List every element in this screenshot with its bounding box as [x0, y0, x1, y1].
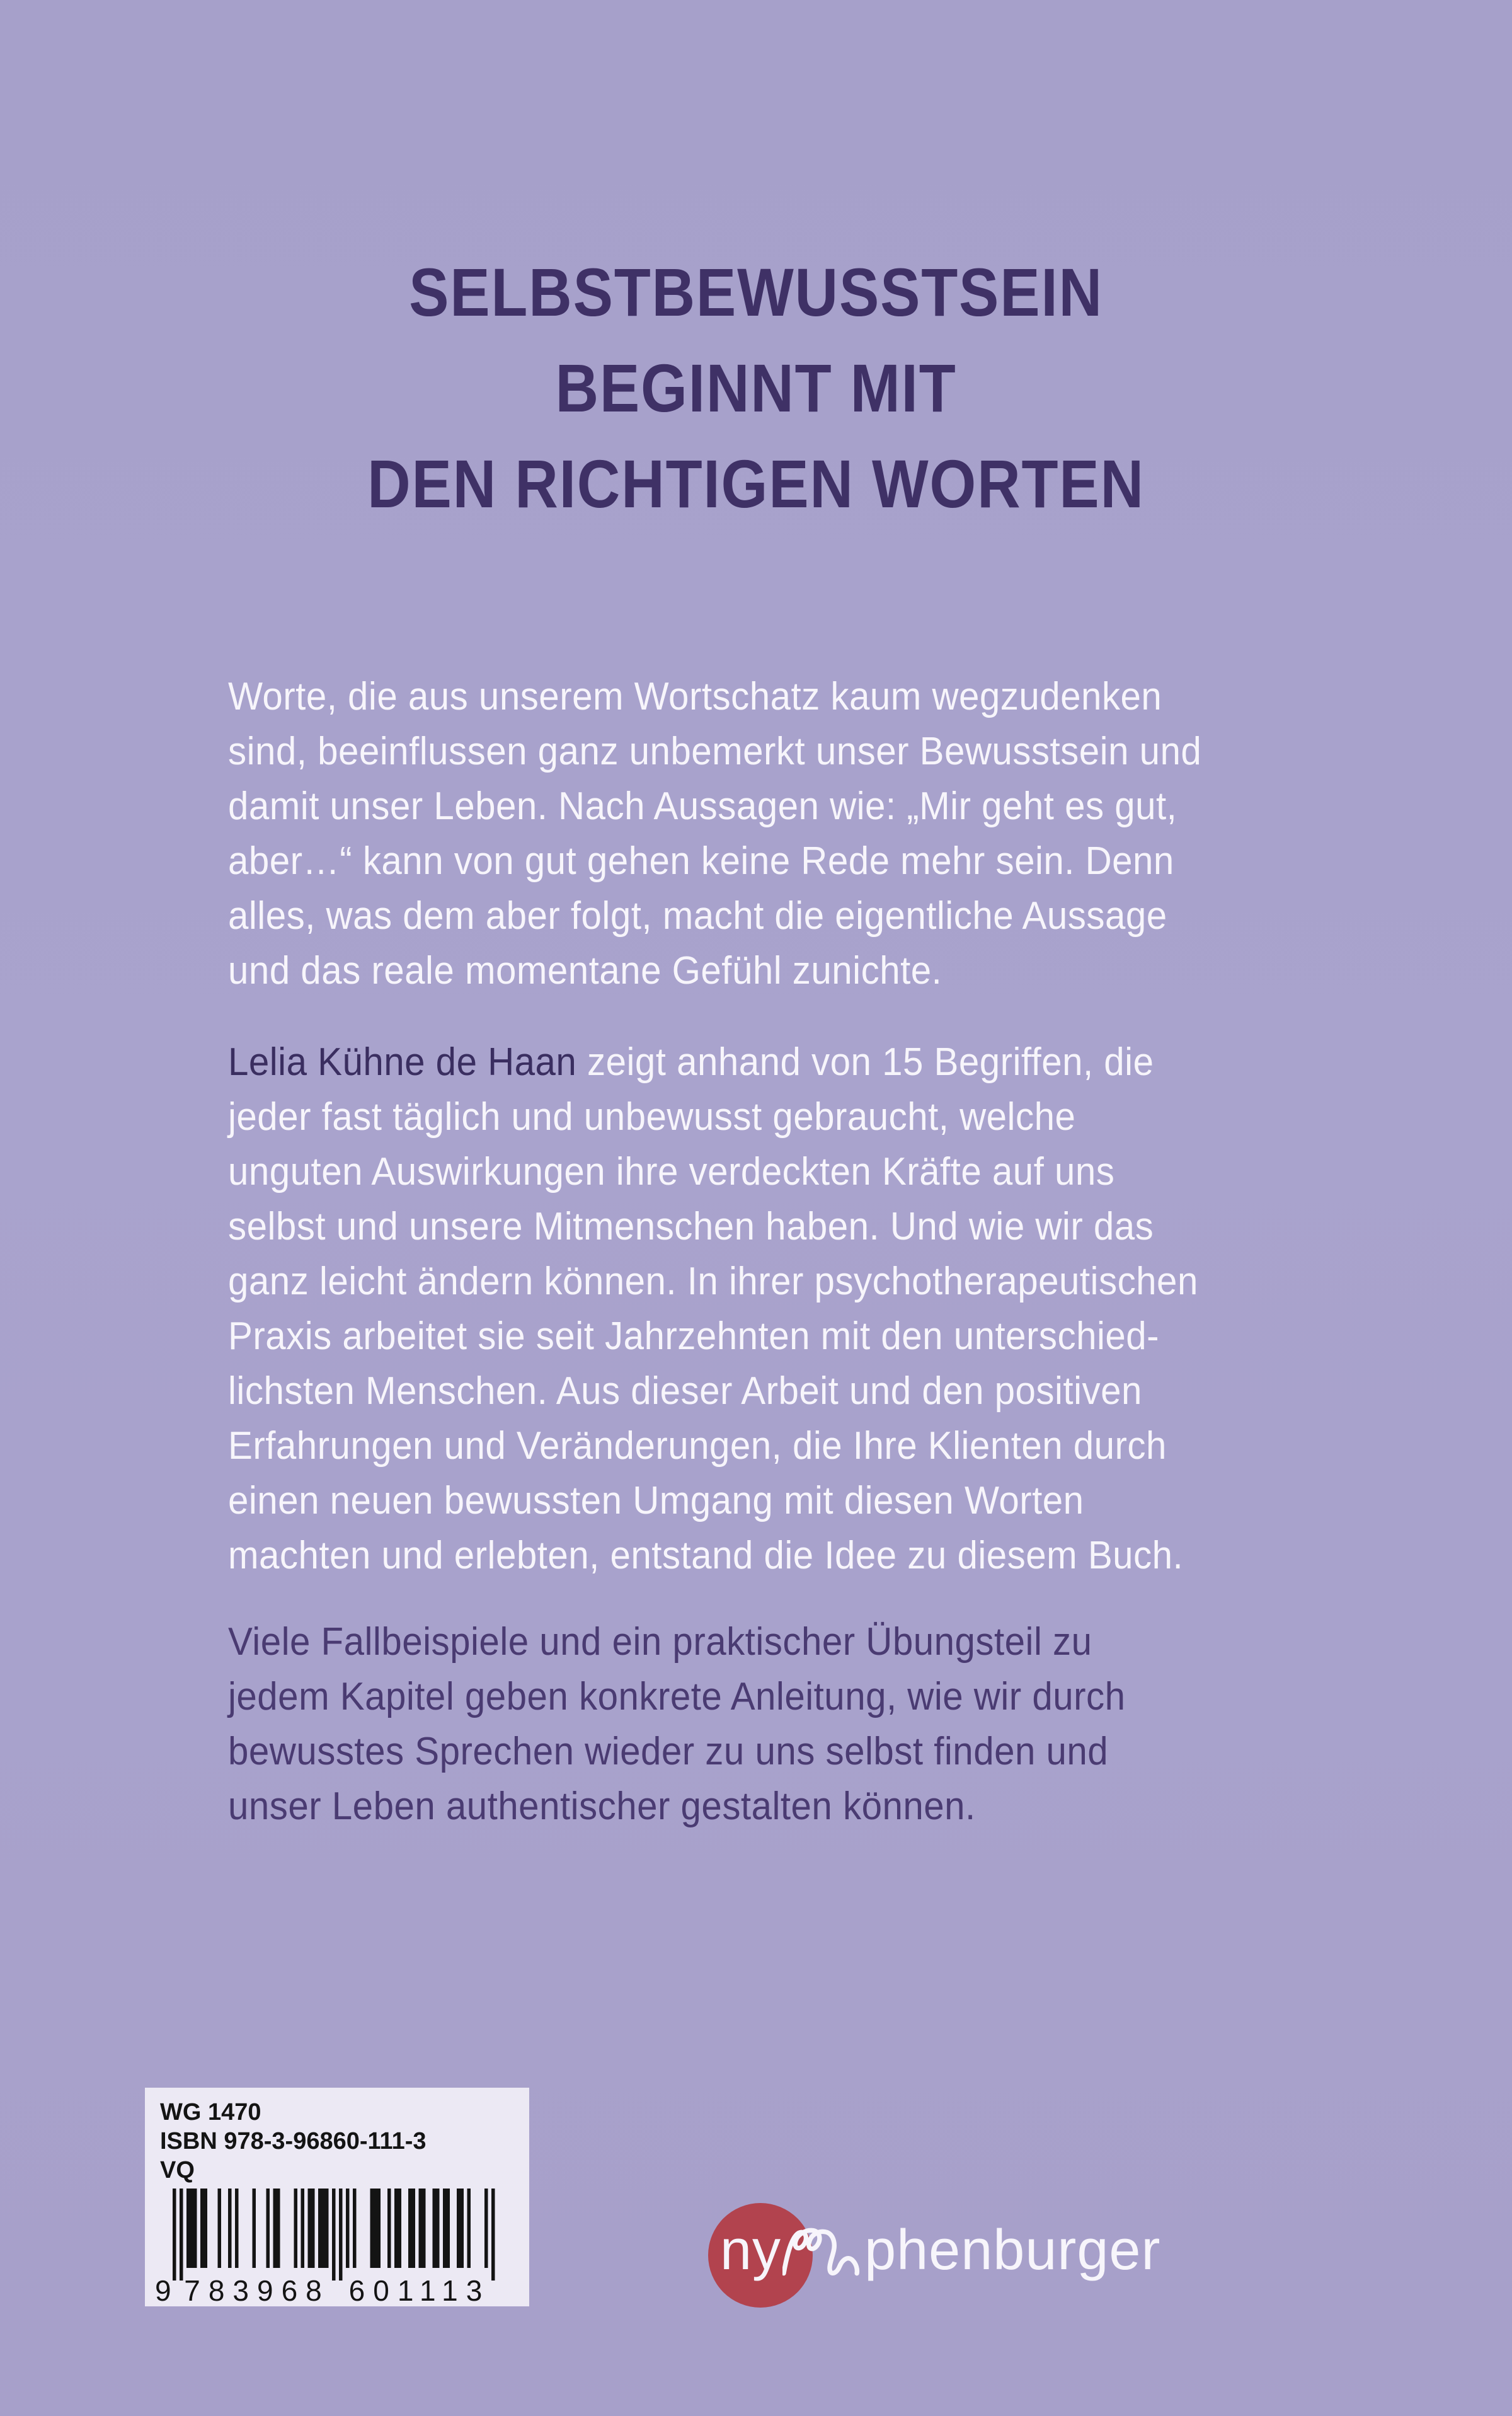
cover-headline: SELBSTBEWUSSTSEIN BEGINNT MIT DEN RICHTIGEN WORTEN — [367, 254, 1145, 522]
publisher-logo — [720, 2218, 1160, 2294]
paragraph-author-body: jeder fast täglich und unbewusst gebraucht, welche unguten Auswirkungen ihre verdeckten Kräfte auf uns selbst und unsere Mitmenschen haben. Und wie wir das ganz leicht ändern können. In ihrer psychotherapeutischen Praxis arbeitet sie seit Jahrzehnten mit den unterschied- lichsten Menschen. Aus dieser Arbeit und den positiven Erfahrungen und Veränderungen, die Ihre Klienten durch einen neuen bewussten Umgang mit diesen Worten machten und erlebten, entstand die Idee zu diesem Buch. — [228, 1095, 1198, 1577]
publisher-name-suffix: phenburger — [864, 2219, 1161, 2282]
svg-text:9: 9 — [155, 2274, 171, 2303]
author-name: Lelia Kühne de Haan — [228, 1040, 577, 1084]
barcode-box — [145, 2088, 529, 2306]
svg-text:601113: 601113 — [348, 2274, 491, 2303]
paragraph-outro: Viele Fallbeispiele und ein praktischer Übungsteil zu jedem Kapitel geben konkrete Anleitung, wie wir durch bewusstes Sprechen wieder zu uns selbst finden und unser Leben authentischer gestalten können. — [228, 1620, 1126, 1828]
vq-code: VQ — [160, 2157, 195, 2183]
paragraph-author-first-line-rest: zeigt anhand von 15 Begriffen, die — [576, 1040, 1154, 1084]
paragraph-intro: Worte, die aus unserem Wortschatz kaum wegzudenken sind, beeinflussen ganz unbemerkt unser Bewusstsein und damit unser Leben. Nach Aussagen wie: „Mir geht es gut, aber…“ kann von gut gehen keine Rede mehr sein. Denn alles, was dem aber folgt, macht die eigentliche Aussage und das reale momentane Gefühl zunichte. — [228, 675, 1202, 992]
publisher-name-prefix: ny — [720, 2219, 782, 2282]
wg-number: WG 1470 — [160, 2099, 261, 2126]
ean13-barcode — [155, 2189, 529, 2306]
ean13-barcode-svg — [155, 2189, 498, 2303]
svg-text:783968: 783968 — [184, 2274, 330, 2303]
paragraph-author — [228, 1035, 1282, 1583]
logo-m-squiggle-icon — [782, 2224, 863, 2285]
isbn-number: ISBN 978-3-96860-111-3 — [160, 2128, 427, 2154]
